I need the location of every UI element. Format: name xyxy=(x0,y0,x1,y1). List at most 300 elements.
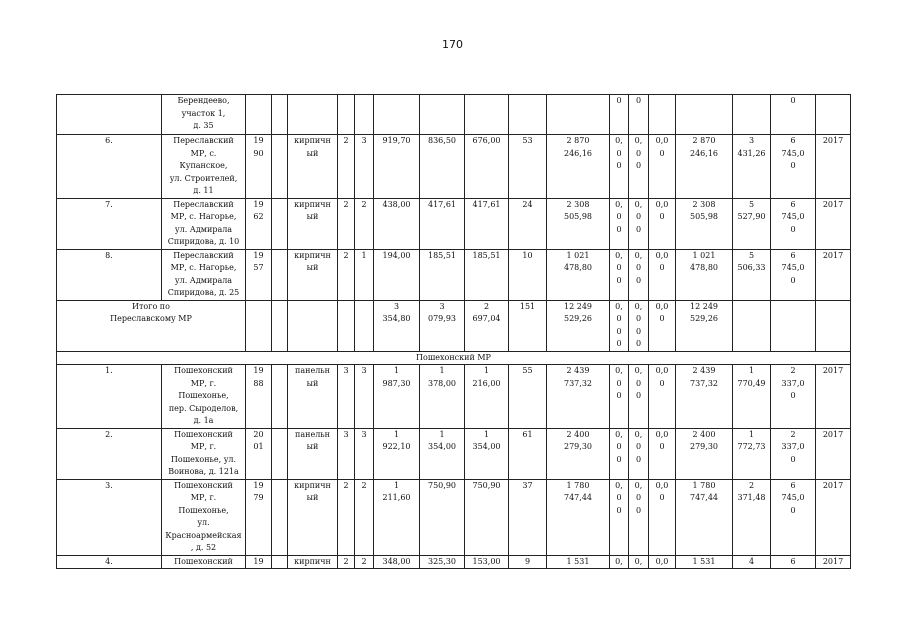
cell-line: 62 xyxy=(253,212,264,221)
cell-line: 216,00 xyxy=(472,378,501,388)
table-row xyxy=(57,249,851,300)
cell-residents xyxy=(509,198,547,249)
cell-residents xyxy=(509,555,547,569)
cell-line: 0 xyxy=(635,339,642,348)
cell-fund-share xyxy=(610,479,629,555)
cell-line: ул. Адмирала xyxy=(174,275,233,285)
cell-line: , д. 52 xyxy=(190,543,217,552)
cell-total-cost xyxy=(547,479,610,555)
cell-entrances xyxy=(355,555,374,569)
cell-completion-year xyxy=(816,300,851,351)
cell-line: 505,98 xyxy=(564,212,592,221)
cell-floors xyxy=(338,135,355,199)
table-row xyxy=(57,428,851,479)
cell-line: 0 xyxy=(616,339,622,348)
cell-wall-material xyxy=(288,300,338,351)
cell-line: 2 870 xyxy=(692,136,716,145)
cell-row-number xyxy=(57,479,162,555)
cell-line: 836,50 xyxy=(428,136,456,145)
cell-cost-per-sqm xyxy=(733,428,771,479)
cell-line: 2 xyxy=(361,556,367,566)
cell-line: 417,61 xyxy=(428,199,456,209)
cell-address xyxy=(162,555,246,569)
cell-line: 2 439 xyxy=(566,366,590,375)
cell-line: Итого по xyxy=(132,301,170,311)
cell-owners-share xyxy=(676,555,733,569)
cell-line: 378,00 xyxy=(428,378,456,388)
cell-wall-material xyxy=(288,555,338,569)
cell-floors xyxy=(338,365,355,429)
cell-line: 0 xyxy=(635,391,642,400)
cell-line: 1 xyxy=(748,429,755,439)
cell-line: 0 xyxy=(616,96,622,105)
cell-line: 1 xyxy=(483,366,490,375)
cell-line: Пошехонье, xyxy=(178,505,229,515)
cell-total-area xyxy=(374,300,420,351)
cell-line: 61 xyxy=(522,429,533,439)
cell-line: 12 249 xyxy=(690,301,718,311)
cell-line: 55 xyxy=(522,366,533,375)
cell-line: 745,0 xyxy=(781,212,805,221)
cell-line: 478,80 xyxy=(564,263,592,272)
cell-max-cost-per-sqm xyxy=(771,300,816,351)
cell-line: 0 xyxy=(635,505,642,515)
cell-total-cost xyxy=(547,428,610,479)
cell-cost-per-sqm xyxy=(733,479,771,555)
cell-build-year xyxy=(246,479,272,555)
cell-owners-share xyxy=(676,135,733,199)
cell-line: 354,00 xyxy=(428,442,456,451)
cell-line: 0 xyxy=(616,391,622,400)
cell-line: 0 xyxy=(616,212,622,221)
cell-regional-share xyxy=(629,95,649,135)
cell-line: 19 xyxy=(253,366,264,375)
cell-line: 0, xyxy=(634,136,643,145)
cell-line: 478,80 xyxy=(690,263,718,272)
cell-completion-year xyxy=(816,479,851,555)
cell-line: 0 xyxy=(790,454,796,464)
cell-line: Пошехонский xyxy=(174,366,233,375)
cell-line: 19 xyxy=(253,136,264,145)
cell-floors xyxy=(338,198,355,249)
cell-owners-share xyxy=(676,300,733,351)
cell-build-year xyxy=(246,198,272,249)
cell-line: 0 xyxy=(790,96,796,105)
cell-line: 2 xyxy=(361,199,367,209)
cell-wall-material xyxy=(288,428,338,479)
cell-line: 90 xyxy=(253,148,264,158)
cell-line: д. 35 xyxy=(193,121,214,130)
cell-fund-share xyxy=(610,198,629,249)
cell-line: 2 xyxy=(343,199,349,209)
cell-line: 0, xyxy=(615,199,623,209)
cell-line: 2 xyxy=(483,301,490,311)
cell-blank-col xyxy=(272,300,288,351)
cell-line: 153,00 xyxy=(472,556,501,566)
cell-line: 0 xyxy=(635,148,642,158)
cell-line: д. 11 xyxy=(193,186,214,195)
cell-owners-share xyxy=(676,198,733,249)
cell-line: 7. xyxy=(105,199,113,209)
cell-line: 0 xyxy=(635,275,642,285)
cell-fund-share xyxy=(610,300,629,351)
cell-line: 19 xyxy=(253,556,264,566)
cell-owners-share xyxy=(676,428,733,479)
cell-completion-year xyxy=(816,95,851,135)
cell-line: 1 xyxy=(393,480,400,490)
cell-line: 505,98 xyxy=(690,212,718,221)
cell-line: 19 xyxy=(253,199,264,209)
cell-floors xyxy=(338,428,355,479)
cell-line: 194,00 xyxy=(382,250,411,260)
cell-line: 3 xyxy=(748,136,755,145)
cell-max-cost-per-sqm xyxy=(771,428,816,479)
cell-cost-per-sqm xyxy=(733,135,771,199)
cell-completion-year xyxy=(816,428,851,479)
cell-floors xyxy=(338,249,355,300)
cell-line: 529,26 xyxy=(564,314,592,323)
cell-blank-col xyxy=(272,365,288,429)
table-row xyxy=(57,135,851,199)
cell-line: МР, г. xyxy=(190,378,217,388)
cell-cost-per-sqm xyxy=(733,365,771,429)
cell-living-area xyxy=(420,555,465,569)
cell-residential-area xyxy=(465,479,509,555)
cell-line: кирпичн xyxy=(294,136,331,145)
cell-line: д. 1а xyxy=(193,416,214,425)
cell-line: 0, xyxy=(634,301,643,311)
cell-residents xyxy=(509,249,547,300)
cell-line: 0 xyxy=(659,442,665,451)
cell-line: 0 xyxy=(616,493,622,502)
cell-line: МР, г. xyxy=(190,493,217,502)
cell-completion-year xyxy=(816,249,851,300)
table-row xyxy=(57,555,851,569)
total-row xyxy=(57,300,851,351)
cell-line: 506,33 xyxy=(737,263,766,272)
cell-line: пер. Сыроделов, xyxy=(168,403,239,413)
cell-living-area xyxy=(420,300,465,351)
cell-entrances xyxy=(355,249,374,300)
section-row xyxy=(57,351,851,365)
cell-max-cost-per-sqm xyxy=(771,135,816,199)
cell-address xyxy=(162,249,246,300)
cell-line: 185,51 xyxy=(428,250,456,260)
cell-line: 337,0 xyxy=(781,378,805,388)
cell-line: 0 xyxy=(659,263,665,272)
cell-line: 3 xyxy=(361,366,367,375)
cell-line: МР, г. xyxy=(190,442,217,451)
cell-cost-per-sqm xyxy=(733,95,771,135)
cell-line: ул. Адмирала xyxy=(174,224,233,234)
cell-line: кирпичн xyxy=(294,556,331,566)
cell-line: 1 xyxy=(393,366,400,375)
cell-line: 0 xyxy=(635,161,642,170)
cell-living-area xyxy=(420,365,465,429)
cell-line: 0 xyxy=(635,224,642,234)
cell-line: Пошехонье, xyxy=(178,391,229,400)
cell-municipal-share xyxy=(649,365,676,429)
cell-entrances xyxy=(355,95,374,135)
cell-regional-share xyxy=(629,555,649,569)
cell-address xyxy=(162,95,246,135)
cell-line: 0 xyxy=(616,505,622,515)
cell-line: 737,32 xyxy=(564,378,592,388)
cell-wall-material xyxy=(288,135,338,199)
cell-line: 0, xyxy=(615,366,623,375)
cell-line: 745,0 xyxy=(781,263,805,272)
cell-line: 0,0 xyxy=(655,199,669,209)
cell-line: 6 xyxy=(790,199,796,209)
cell-line: 2017 xyxy=(822,556,844,566)
cell-municipal-share xyxy=(649,249,676,300)
cell-living-area xyxy=(420,95,465,135)
cell-line: 1 780 xyxy=(566,480,590,490)
cell-build-year xyxy=(246,365,272,429)
cell-regional-share xyxy=(629,198,649,249)
cell-line: 1. xyxy=(105,366,113,375)
cell-municipal-share xyxy=(649,135,676,199)
cell-line: 2 xyxy=(790,429,796,439)
cell-row-number xyxy=(57,95,162,135)
cell-total-area xyxy=(374,135,420,199)
cell-line: 79 xyxy=(253,493,264,502)
cell-line: 417,61 xyxy=(472,199,501,209)
cell-regional-share xyxy=(629,135,649,199)
cell-line: 2017 xyxy=(822,136,844,145)
cell-residential-area xyxy=(465,249,509,300)
cell-municipal-share xyxy=(649,428,676,479)
cell-line: 0,0 xyxy=(655,366,669,375)
cell-line: 0, xyxy=(615,136,623,145)
cell-line: 88 xyxy=(253,378,264,388)
cell-regional-share xyxy=(629,300,649,351)
cell-residential-area xyxy=(465,135,509,199)
cell-line: 747,44 xyxy=(690,493,718,502)
cell-line: 348,00 xyxy=(382,556,411,566)
cell-max-cost-per-sqm xyxy=(771,555,816,569)
cell-address xyxy=(162,198,246,249)
cell-regional-share xyxy=(629,428,649,479)
cell-line: 2. xyxy=(105,429,113,439)
cell-line: 750,90 xyxy=(472,480,501,490)
cell-line: 9 xyxy=(524,556,531,566)
cell-line: Берендеево, xyxy=(177,96,230,105)
cell-line: 246,16 xyxy=(690,148,718,158)
cell-total-area xyxy=(374,365,420,429)
cell-address xyxy=(162,135,246,199)
cell-max-cost-per-sqm xyxy=(771,198,816,249)
cell-line: 4. xyxy=(105,556,113,566)
cell-line: 0,0 xyxy=(655,429,669,439)
cell-line: 0 xyxy=(616,314,622,323)
cell-cost-per-sqm xyxy=(733,300,771,351)
cell-line: 0,0 xyxy=(655,480,669,490)
cell-residential-area xyxy=(465,198,509,249)
cell-line: 0 xyxy=(635,378,642,388)
cell-blank-col xyxy=(272,198,288,249)
cell-line: ый xyxy=(306,442,319,451)
cell-line: 772,73 xyxy=(737,442,766,451)
cell-line: Переславский xyxy=(173,136,234,145)
cell-entrances xyxy=(355,479,374,555)
cell-line: 0 xyxy=(635,263,642,272)
cell-residential-area xyxy=(465,95,509,135)
cell-residents xyxy=(509,479,547,555)
cell-line: 5 xyxy=(748,199,755,209)
cell-line: 676,00 xyxy=(472,136,501,145)
cell-line: 0 xyxy=(790,224,796,234)
cell-line: 0 xyxy=(635,454,642,464)
page-number: 170 xyxy=(442,38,463,51)
cell-line: МР, с. Нагорье, xyxy=(170,263,237,272)
cell-line: 0,0 xyxy=(655,556,669,566)
cell-line: панельн xyxy=(295,366,330,375)
cell-cost-per-sqm xyxy=(733,198,771,249)
cell-line: 745,0 xyxy=(781,148,805,158)
cell-line: 0, xyxy=(634,429,643,439)
cell-residential-area xyxy=(465,428,509,479)
cell-line: Пошехонский xyxy=(174,429,233,439)
cell-wall-material xyxy=(288,479,338,555)
cell-line: Спиридова, д. 25 xyxy=(167,288,240,297)
cell-total-area xyxy=(374,555,420,569)
cell-line: 5 xyxy=(748,250,755,260)
cell-line: 3 xyxy=(361,136,367,145)
cell-line: 0 xyxy=(616,326,622,336)
cell-line: 750,90 xyxy=(428,480,456,490)
cell-total-cost xyxy=(547,95,610,135)
cell-line: ый xyxy=(306,493,319,502)
cell-floors xyxy=(338,555,355,569)
cell-municipal-share xyxy=(649,95,676,135)
cell-line: 1 xyxy=(361,250,367,260)
cell-residents xyxy=(509,365,547,429)
cell-line: панельн xyxy=(295,429,330,439)
cell-line: ый xyxy=(306,148,319,158)
cell-line: 57 xyxy=(253,263,264,272)
cell-completion-year xyxy=(816,555,851,569)
cell-floors xyxy=(338,479,355,555)
cell-total-area xyxy=(374,479,420,555)
cell-line: ый xyxy=(306,212,319,221)
cell-line: 1 531 xyxy=(692,556,716,566)
cell-residential-area xyxy=(465,365,509,429)
cell-line: 1 531 xyxy=(566,556,590,566)
cell-line: 922,10 xyxy=(382,442,411,451)
housing-register-table xyxy=(56,94,851,569)
cell-blank-col xyxy=(272,555,288,569)
cell-line: 2 xyxy=(343,250,349,260)
cell-line: Красноармейская xyxy=(165,530,242,540)
cell-total-area xyxy=(374,428,420,479)
cell-total-cost xyxy=(547,555,610,569)
cell-line: 0 xyxy=(790,391,796,400)
table-row xyxy=(57,95,851,135)
cell-line: 6 xyxy=(790,136,796,145)
cell-owners-share xyxy=(676,479,733,555)
cell-line: 0 xyxy=(659,314,665,323)
section-title: Пошехонский МР xyxy=(57,351,851,365)
cell-build-year xyxy=(246,249,272,300)
cell-line: Воинова, д. 121а xyxy=(168,467,239,476)
cell-line: 079,93 xyxy=(428,314,456,323)
cell-line: 0,0 xyxy=(655,301,669,311)
cell-floors xyxy=(338,300,355,351)
cell-residents xyxy=(509,135,547,199)
cell-max-cost-per-sqm xyxy=(771,479,816,555)
cell-line: Купанское, xyxy=(179,161,228,170)
cell-entrances xyxy=(355,135,374,199)
cell-fund-share xyxy=(610,95,629,135)
cell-build-year xyxy=(246,135,272,199)
cell-completion-year xyxy=(816,365,851,429)
cell-line: 0, xyxy=(615,301,623,311)
cell-wall-material xyxy=(288,249,338,300)
cell-line: 0 xyxy=(790,275,796,285)
cell-line: 2017 xyxy=(822,199,844,209)
cell-fund-share xyxy=(610,428,629,479)
cell-living-area xyxy=(420,479,465,555)
cell-line: кирпичн xyxy=(294,199,331,209)
cell-line: 747,44 xyxy=(564,493,592,502)
cell-line: 151 xyxy=(519,301,536,311)
cell-line: 24 xyxy=(522,199,533,209)
cell-row-number xyxy=(57,249,162,300)
cell-row-number xyxy=(57,365,162,429)
cell-line: 737,32 xyxy=(690,378,718,388)
cell-line: 0, xyxy=(615,429,623,439)
cell-line: 0 xyxy=(659,378,665,388)
cell-line: 0 xyxy=(635,212,642,221)
cell-line: 1 xyxy=(393,429,400,439)
cell-line: 19 xyxy=(253,250,264,260)
cell-cost-per-sqm xyxy=(733,249,771,300)
cell-row-number xyxy=(57,198,162,249)
cell-completion-year xyxy=(816,135,851,199)
cell-regional-share xyxy=(629,365,649,429)
cell-max-cost-per-sqm xyxy=(771,95,816,135)
cell-line: участок 1, xyxy=(181,108,226,118)
cell-line: 01 xyxy=(253,442,264,451)
cell-municipal-share xyxy=(649,300,676,351)
cell-line: 0 xyxy=(659,148,665,158)
cell-line: 0,0 xyxy=(655,136,669,145)
cell-line: 0 xyxy=(616,454,622,464)
cell-line: 354,80 xyxy=(382,314,411,323)
cell-living-area xyxy=(420,198,465,249)
cell-line: 2 xyxy=(343,136,349,145)
cell-line: 2 xyxy=(343,556,349,566)
cell-line: 6 xyxy=(790,480,796,490)
cell-total-cost xyxy=(547,249,610,300)
cell-line: 2 308 xyxy=(692,199,716,209)
cell-line: кирпичн xyxy=(294,250,331,260)
cell-line: 3 xyxy=(361,429,367,439)
cell-max-cost-per-sqm xyxy=(771,365,816,429)
cell-line: кирпичн xyxy=(294,480,331,490)
cell-blank-col xyxy=(272,135,288,199)
cell-line: 371,48 xyxy=(737,493,766,502)
cell-wall-material xyxy=(288,198,338,249)
cell-line: ул. xyxy=(197,518,210,527)
cell-total-area xyxy=(374,198,420,249)
cell-total-cost xyxy=(547,300,610,351)
cell-line: 1 021 xyxy=(692,250,716,260)
cell-line: ый xyxy=(306,378,319,388)
cell-build-year xyxy=(246,555,272,569)
cell-line: 354,00 xyxy=(472,442,501,451)
